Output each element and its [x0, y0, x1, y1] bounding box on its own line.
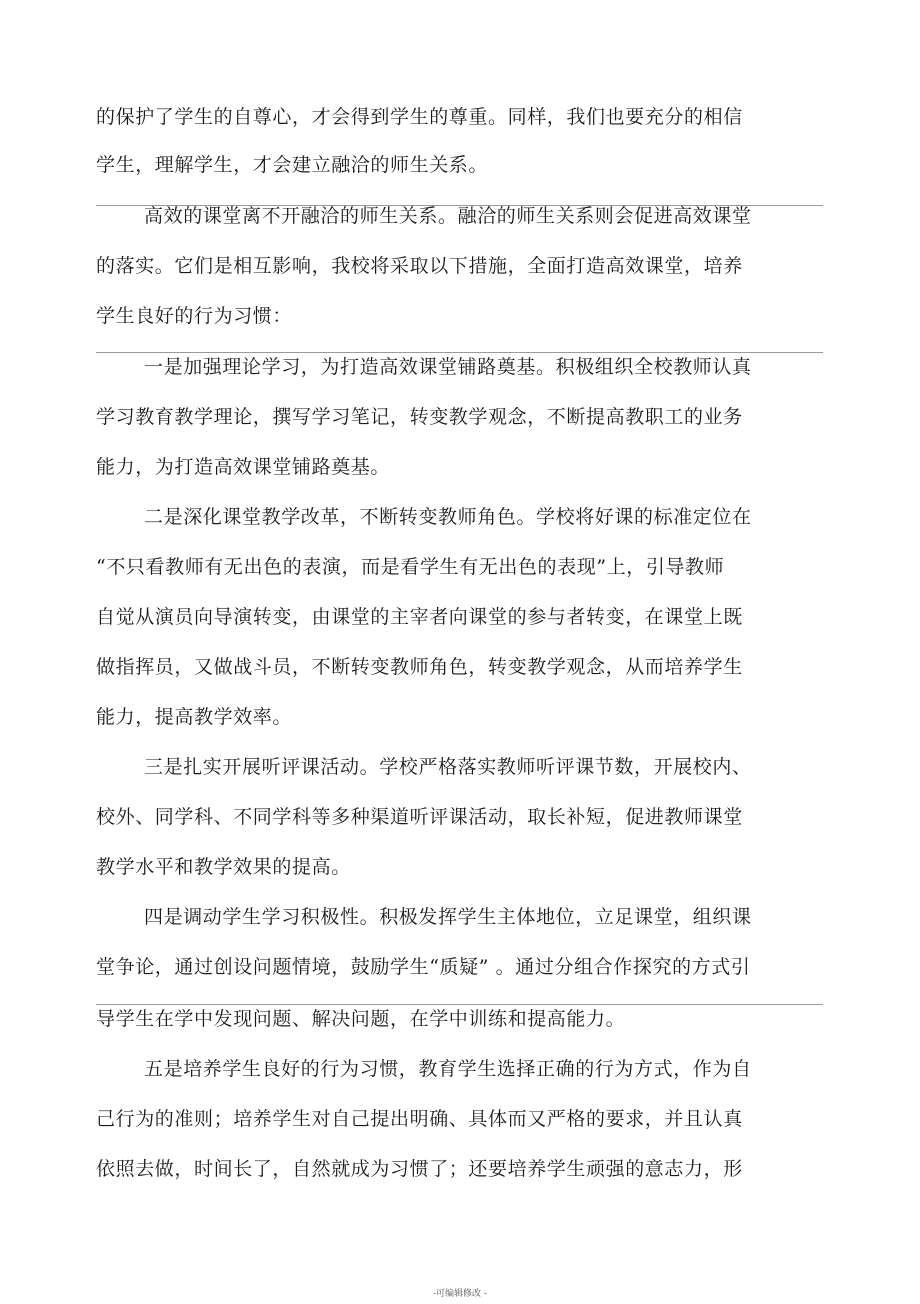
text-line: 的保护了学生的自尊心，才会得到学生的尊重。同样，我们也要充分的相信	[96, 106, 743, 128]
text-line: 教学水平和教学效果的提高。	[96, 856, 351, 878]
paragraph-first-line: 四是调动学生学习积极性。积极发挥学生主体地位，立足课堂，组织课	[144, 906, 752, 928]
text-line: 做指挥员，又做战斗员，不断转变教师角色，转变教学观念，从而培养学生	[96, 656, 743, 678]
paragraph-first-line: 高效的课堂离不开融洽的师生关系。融洽的师生关系则会促进高效课堂	[144, 205, 752, 227]
text-line: 己行为的准则；培养学生对自己提出明确、具体而又严格的要求，并且认真	[96, 1108, 743, 1130]
text-line: 学生良好的行为习惯：	[96, 305, 293, 327]
paragraph-first-line: 一是加强理论学习，为打造高效课堂铺路奠基。积极组织全校教师认真	[144, 356, 752, 378]
text-line: 依照去做，时间长了，自然就成为习惯了；还要培养学生顽强的意志力，形	[96, 1158, 743, 1180]
text-line: 能力，提高教学效率。	[96, 706, 293, 728]
divider-line	[96, 352, 823, 353]
text-line: 导学生在学中发现问题、解决问题，在学中训练和提高能力。	[96, 1008, 626, 1030]
text-line: 的落实。它们是相互影响，我校将采取以下措施，全面打造高效课堂，培养	[96, 255, 743, 277]
divider-line	[96, 1004, 823, 1005]
paragraph-first-line: 二是深化课堂教学改革，不断转变教师角色。学校将好课的标准定位在	[144, 506, 752, 528]
text-line: 学生，理解学生，才会建立融洽的师生关系。	[96, 154, 489, 176]
text-line: 学习教育教学理论，撰写学习笔记，转变教学观念，不断提高教职工的业务	[96, 406, 743, 428]
text-line: 堂争论，通过创设问题情境，鼓励学生“质疑” 。通过分组合作探究的方式引	[96, 956, 751, 978]
page-footer: -可编辑修改 -	[433, 1289, 487, 1299]
paragraph-first-line: 五是培养学生良好的行为习惯，教育学生选择正确的行为方式，作为自	[144, 1058, 752, 1080]
text-line: 能力，为打造高效课堂铺路奠基。	[96, 456, 391, 478]
text-line: “不只看教师有无出色的表演，而是看学生有无出色的表现”上，引导教师	[96, 556, 725, 578]
text-line: 自觉从演员向导演转变，由课堂的主宰者向课堂的参与者转变，在课堂上既	[96, 606, 743, 628]
text-line: 校外、同学科、不同学科等多种渠道听评课活动，取长补短，促进教师课堂	[96, 806, 743, 828]
paragraph-first-line: 三是扎实开展听评课活动。学校严格落实教师听评课节数，开展校内、	[144, 756, 752, 778]
